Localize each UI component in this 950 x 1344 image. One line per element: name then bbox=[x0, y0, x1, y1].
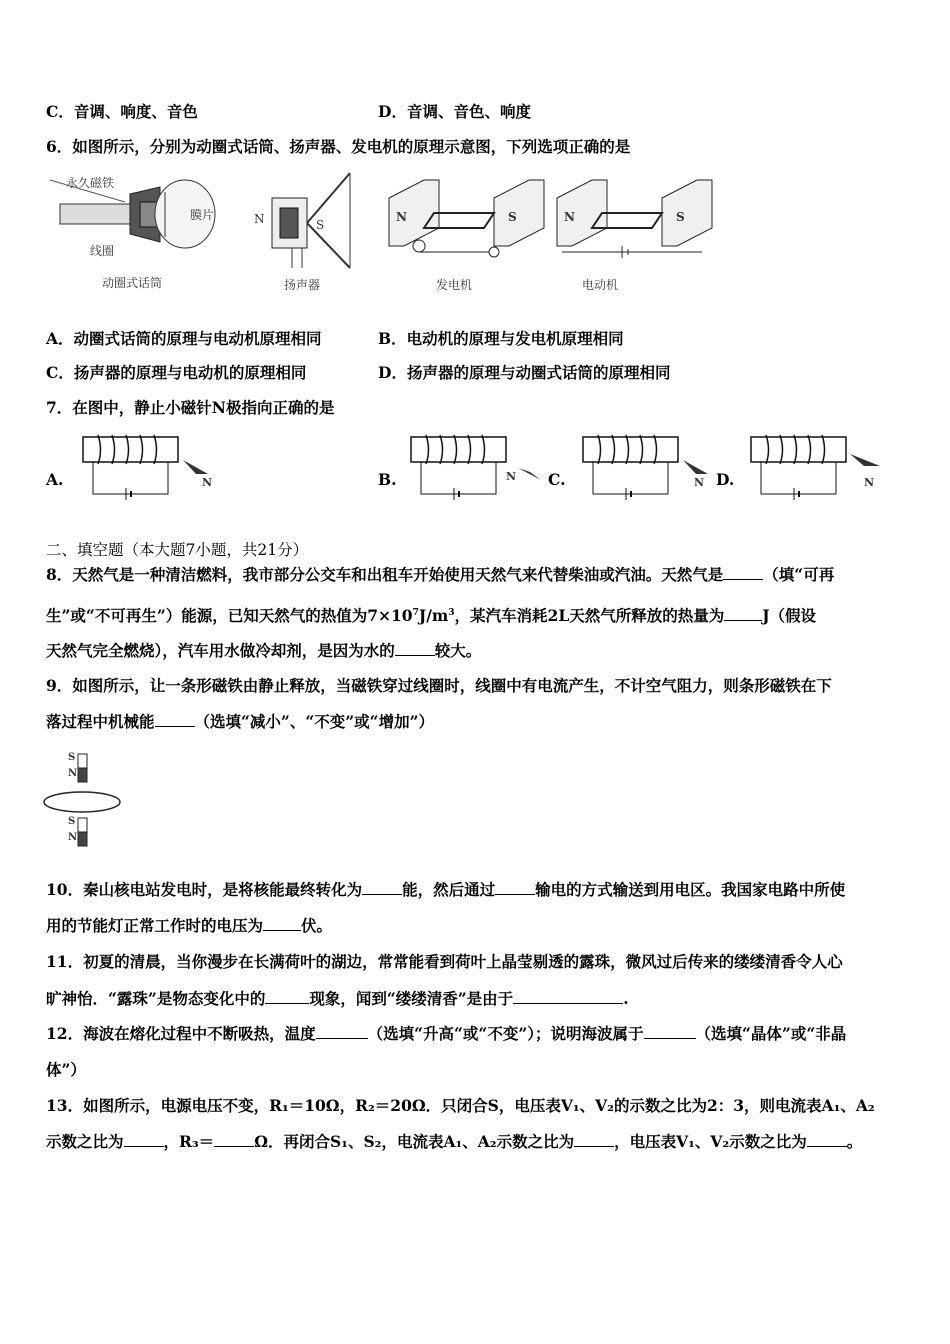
q7-figure-c bbox=[578, 432, 713, 502]
q5-option-c: C．音调、响度、音色 bbox=[46, 102, 198, 121]
q13-l2b: ，R₃＝ bbox=[163, 1132, 215, 1151]
q8-blank-3[interactable] bbox=[395, 641, 435, 656]
q8-blank-1[interactable] bbox=[723, 565, 763, 580]
q8-l1b: （填“可再 bbox=[763, 565, 835, 584]
needle-n-label-c: N bbox=[694, 476, 705, 489]
q11-blank-2[interactable] bbox=[513, 989, 623, 1004]
q13-blank-2[interactable] bbox=[214, 1132, 254, 1147]
diaphragm-label: 膜片 bbox=[190, 208, 215, 222]
q13-l2c: Ω．再闭合S₁、S₂，电流表A₁、A₂示数之比为 bbox=[254, 1132, 575, 1151]
magnet-label: 永久磁铁 bbox=[66, 176, 115, 190]
q10-line1 bbox=[46, 880, 845, 900]
solenoid-diagram-d bbox=[746, 432, 886, 502]
speaker-s-label: S bbox=[316, 218, 325, 232]
generator-n-label: N bbox=[396, 210, 407, 224]
q10-line2 bbox=[46, 916, 332, 936]
motor-diagram bbox=[552, 168, 717, 302]
q6-option-c: C．扬声器的原理与电动机的原理相同 bbox=[46, 363, 307, 382]
needle-n-label-a: N bbox=[202, 476, 213, 489]
q13-line1: 13．如图所示，电源电压不变，R₁＝10Ω，R₂＝20Ω．只闭合S，电压表V₁、V₂的示数之比为2：3，则电流表A₁、A₂ bbox=[46, 1096, 875, 1115]
q8-l1a: 8．天然气是一种清洁燃料，我市部分公交车和出租车开始使用天然气来代替柴油或汽油。天然气是 bbox=[46, 565, 724, 584]
generator-figure bbox=[384, 168, 549, 302]
q6-option-d: D．扬声器的原理与动圈式话筒的原理相同 bbox=[378, 363, 671, 382]
q9-line2 bbox=[46, 712, 434, 732]
q10-l1c: 输电的方式输送到用电区。我国家电路中所使 bbox=[535, 880, 846, 899]
q7-stem: 7．在图中，静止小磁针N极指向正确的是 bbox=[46, 398, 335, 417]
q6-option-a: A．动圈式话筒的原理与电动机原理相同 bbox=[46, 329, 322, 348]
q12-l1b: （选填“升高“或“不变”）；说明海波属于 bbox=[367, 1024, 644, 1043]
q8-l2c: ，某汽车消耗2L天然气所释放的热量为 bbox=[454, 606, 725, 626]
q5-option-d: D．音调、音色、响度 bbox=[378, 102, 531, 121]
motor-caption: 电动机 bbox=[582, 278, 619, 292]
q13-line2 bbox=[46, 1132, 862, 1152]
q8-line3 bbox=[46, 641, 481, 661]
solenoid-diagram-a bbox=[78, 432, 228, 502]
q8-blank-2[interactable] bbox=[724, 606, 762, 621]
q8-l2a: 生”或“不可再生”）能源，已知天然气的热值为7×10 bbox=[46, 606, 413, 626]
speaker-figure bbox=[252, 168, 362, 302]
q13-blank-3[interactable] bbox=[574, 1132, 614, 1147]
speaker-caption: 扬声器 bbox=[284, 278, 321, 292]
microphone-caption: 动圈式话筒 bbox=[102, 276, 163, 290]
q12-blank-2[interactable] bbox=[644, 1024, 696, 1039]
q6-stem: 6．如图所示，分别为动圈式话筒、扬声器、发电机的原理示意图，下列选项正确的是 bbox=[46, 137, 631, 156]
q9-l2a: 落过程中机械能 bbox=[46, 712, 155, 731]
q13-blank-1[interactable] bbox=[124, 1132, 164, 1147]
motor-figure bbox=[552, 168, 717, 302]
q8-line1 bbox=[46, 565, 834, 585]
q7-option-c-letter: C. bbox=[548, 470, 566, 489]
q9-top-n: N bbox=[68, 768, 78, 779]
q12-l1c: （选填“晶体”或“非晶 bbox=[695, 1024, 847, 1043]
falling-magnet-diagram bbox=[40, 748, 130, 858]
q11-blank-1[interactable] bbox=[265, 989, 309, 1004]
q11-l2b: 现象，闻到“缕缕清香”是由于 bbox=[309, 989, 514, 1008]
q9-figure bbox=[40, 748, 130, 858]
q11-l2a: 旷神怡．“露珠”是物态变化中的 bbox=[46, 989, 266, 1008]
q12-l1a: 12．海波在熔化过程中不断吸热，温度 bbox=[46, 1024, 316, 1043]
section2-heading: 二、填空题（本大题7小题，共21分） bbox=[46, 541, 309, 559]
q8-l2d: J（假设 bbox=[762, 606, 817, 626]
needle-n-label-d: N bbox=[864, 476, 875, 489]
q7-figure-b bbox=[406, 432, 546, 502]
solenoid-diagram-c bbox=[578, 432, 713, 502]
q7-figure-a bbox=[78, 432, 228, 502]
q11-line1: 11．初夏的清晨，当你漫步在长满荷叶的湖边，常常能看到荷叶上晶莹剔透的露珠，微风过后传来的缕缕清香令人心 bbox=[46, 952, 843, 971]
q12-line1 bbox=[46, 1024, 846, 1044]
q9-blank[interactable] bbox=[155, 712, 195, 727]
coil-label: 线圈 bbox=[90, 244, 115, 258]
generator-s-label: S bbox=[508, 210, 517, 224]
q9-l2b: （选填“减小”、“不变”或“增加”） bbox=[194, 712, 435, 731]
q7-option-b-letter: B. bbox=[378, 470, 397, 489]
q9-bottom-s: S bbox=[68, 816, 76, 827]
q8-l2sup2: 3 bbox=[448, 608, 455, 618]
generator-caption: 发电机 bbox=[436, 278, 473, 292]
q9-bottom-n: N bbox=[68, 832, 78, 843]
q10-blank-2[interactable] bbox=[495, 880, 535, 895]
q11-line2 bbox=[46, 989, 629, 1009]
q8-l3a: 天然气完全燃烧），汽车用水做冷却剂，是因为水的 bbox=[46, 641, 395, 660]
q10-l2b: 伏。 bbox=[301, 916, 333, 935]
q12-blank-1[interactable] bbox=[316, 1024, 368, 1039]
q7-figure-d bbox=[746, 432, 886, 502]
q13-l2e: 。 bbox=[846, 1132, 863, 1151]
q7-option-d-letter: D. bbox=[716, 470, 735, 489]
motor-n-label: N bbox=[564, 210, 575, 224]
q8-l2sup: 7 bbox=[412, 608, 419, 618]
q8-l2b: J/m bbox=[418, 606, 449, 626]
q10-l2a: 用的节能灯正常工作时的电压为 bbox=[46, 916, 264, 935]
q10-blank-1[interactable] bbox=[362, 880, 402, 895]
microphone-figure bbox=[40, 172, 230, 302]
speaker-n-label: N bbox=[254, 212, 265, 226]
solenoid-diagram-b bbox=[406, 432, 546, 502]
q10-l1a: 10．秦山核电站发电时，是将核能最终转化为 bbox=[46, 880, 363, 899]
q12-line2: 体”） bbox=[46, 1060, 86, 1079]
q6-option-b: B．电动机的原理与发电机原理相同 bbox=[378, 329, 624, 348]
needle-n-label-b: N bbox=[506, 470, 517, 483]
q11-l2c: . bbox=[623, 989, 629, 1008]
q10-l1b: 能，然后通过 bbox=[402, 880, 496, 899]
q13-l2d: ，电压表V₁、V₂示数之比为 bbox=[614, 1132, 807, 1151]
q7-option-a-letter: A. bbox=[46, 470, 64, 489]
q8-line2 bbox=[46, 603, 816, 626]
q10-blank-3[interactable] bbox=[263, 916, 301, 931]
q8-l3b: 较大。 bbox=[434, 641, 482, 660]
q9-line1: 9．如图所示，让一条形磁铁由静止释放，当磁铁穿过线圈时，线圈中有电流产生，不计空气阻力，则条形磁铁在下 bbox=[46, 676, 832, 695]
q13-l2a: 示数之比为 bbox=[46, 1132, 124, 1151]
q9-top-s: S bbox=[68, 752, 76, 763]
q13-blank-4[interactable] bbox=[807, 1132, 847, 1147]
motor-s-label: S bbox=[676, 210, 685, 224]
